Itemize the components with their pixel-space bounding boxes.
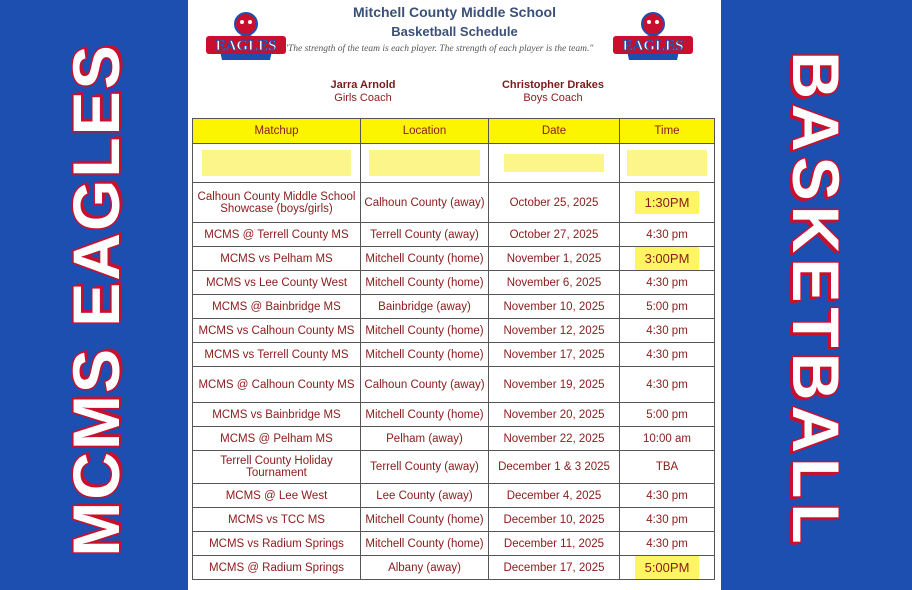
boys-coach-role: Boys Coach: [523, 92, 583, 104]
cell-date: October 27, 2025: [489, 223, 620, 247]
header-time: Time: [620, 119, 715, 144]
table-row: [193, 484, 715, 508]
cell-matchup: MCMS vs Terrell County MS: [193, 343, 361, 367]
cell-date: December 11, 2025: [489, 532, 620, 556]
highlighted-time: 3:00PM: [635, 247, 700, 270]
cell-location: Calhoun County (away): [361, 367, 489, 403]
table-row: [193, 343, 715, 367]
table-row: [193, 319, 715, 343]
cell-time: 5:00 pm: [620, 295, 715, 319]
cell-location: Mitchell County (home): [361, 508, 489, 532]
logo-text: EAGLES: [215, 38, 277, 54]
cell-location: Mitchell County (home): [361, 403, 489, 427]
cell-time: 4:30 pm: [620, 223, 715, 247]
highlighted-time: 1:30PM: [635, 191, 700, 214]
cell-matchup: MCMS @ Lee West: [193, 484, 361, 508]
redacted-block: [369, 150, 480, 176]
cell-date: November 10, 2025: [489, 295, 620, 319]
cell-location: Mitchell County (home): [361, 271, 489, 295]
cell-location: Terrell County (away): [361, 223, 489, 247]
left-banner-text: MCMS EAGLES: [59, 43, 133, 557]
table-header-row: [193, 119, 715, 144]
cell-time: 4:30 pm: [620, 271, 715, 295]
redacted-row: [193, 144, 715, 183]
cell-location: Mitchell County (home): [361, 247, 489, 271]
cell-date: November 20, 2025: [489, 403, 620, 427]
cell-location: Mitchell County (home): [361, 343, 489, 367]
girls-coach-name: Jarra Arnold: [330, 79, 396, 91]
cell-time: TBA: [620, 451, 715, 484]
redacted-block: [627, 150, 708, 176]
table-row: [193, 223, 715, 247]
cell-date: October 25, 2025: [489, 183, 620, 223]
cell-location: Terrell County (away): [361, 451, 489, 484]
cell-time: [620, 247, 715, 271]
cell-location: Calhoun County (away): [361, 183, 489, 223]
cell-matchup: MCMS @ Calhoun County MS: [193, 367, 361, 403]
cell-time: 5:00 pm: [620, 403, 715, 427]
cell-matchup: MCMS vs TCC MS: [193, 508, 361, 532]
table-row: [193, 403, 715, 427]
logo-text: EAGLES: [622, 38, 684, 54]
cell-matchup: MCMS vs Radium Springs: [193, 532, 361, 556]
cell-matchup: MCMS vs Lee County West: [193, 271, 361, 295]
highlighted-time: 5:00PM: [635, 556, 700, 579]
table-row: [193, 295, 715, 319]
cell-matchup: MCMS vs Bainbridge MS: [193, 403, 361, 427]
cell-date: November 22, 2025: [489, 427, 620, 451]
cell-date: November 19, 2025: [489, 367, 620, 403]
table-row: [193, 532, 715, 556]
cell-time: 4:30 pm: [620, 367, 715, 403]
cell-date: December 17, 2025: [489, 556, 620, 580]
cell-time: 4:30 pm: [620, 508, 715, 532]
redacted-block: [202, 150, 350, 176]
cell-date: November 12, 2025: [489, 319, 620, 343]
header-location: Location: [361, 119, 489, 144]
table-row: [193, 427, 715, 451]
cell-time: 4:30 pm: [620, 532, 715, 556]
cell-time: 10:00 am: [620, 427, 715, 451]
cell-time: [620, 183, 715, 223]
cell-matchup: MCMS @ Terrell County MS: [193, 223, 361, 247]
cell-matchup: MCMS @ Bainbridge MS: [193, 295, 361, 319]
cell-location: Mitchell County (home): [361, 532, 489, 556]
cell-date: December 1 & 3 2025: [489, 451, 620, 484]
girls-coach: [288, 79, 438, 105]
table-row: [193, 183, 715, 223]
cell-date: November 17, 2025: [489, 343, 620, 367]
cell-time: 4:30 pm: [620, 343, 715, 367]
header-matchup: Matchup: [193, 119, 361, 144]
school-name: Mitchell County Middle School: [353, 4, 556, 20]
cell-date: November 6, 2025: [489, 271, 620, 295]
cell-location: Pelham (away): [361, 427, 489, 451]
page-title: Basketball Schedule: [391, 24, 518, 39]
table-row: [193, 367, 715, 403]
cell-date: November 1, 2025: [489, 247, 620, 271]
cell-time: 4:30 pm: [620, 319, 715, 343]
cell-location: Bainbridge (away): [361, 295, 489, 319]
cell-matchup: Calhoun County Middle School Showcase (boys/girls): [193, 183, 361, 223]
cell-date: December 4, 2025: [489, 484, 620, 508]
cell-matchup: MCMS @ Pelham MS: [193, 427, 361, 451]
schedule-table: [192, 118, 715, 580]
girls-coach-role: Girls Coach: [334, 92, 392, 104]
cell-matchup: Terrell County Holiday Tournament: [193, 451, 361, 484]
cell-matchup: MCMS vs Pelham MS: [193, 247, 361, 271]
redacted-block: [504, 154, 603, 172]
cell-matchup: MCMS vs Calhoun County MS: [193, 319, 361, 343]
header-date: Date: [489, 119, 620, 144]
table-row: [193, 247, 715, 271]
boys-coach-name: Christopher Drakes: [501, 79, 605, 91]
table-row: [193, 451, 715, 484]
cell-location: Albany (away): [361, 556, 489, 580]
cell-location: Lee County (away): [361, 484, 489, 508]
table-row: [193, 508, 715, 532]
schedule-sheet: [188, 0, 721, 590]
cell-location: Mitchell County (home): [361, 319, 489, 343]
team-quote: "The strength of the team is each player. The strength of each player is the team.": [284, 44, 594, 54]
table-row: [193, 556, 715, 580]
cell-matchup: MCMS @ Radium Springs: [193, 556, 361, 580]
table-row: [193, 271, 715, 295]
right-banner-text: BASKETBALL: [779, 51, 853, 549]
cell-time: 4:30 pm: [620, 484, 715, 508]
boys-coach: [478, 79, 628, 105]
cell-time: [620, 556, 715, 580]
cell-date: December 10, 2025: [489, 508, 620, 532]
